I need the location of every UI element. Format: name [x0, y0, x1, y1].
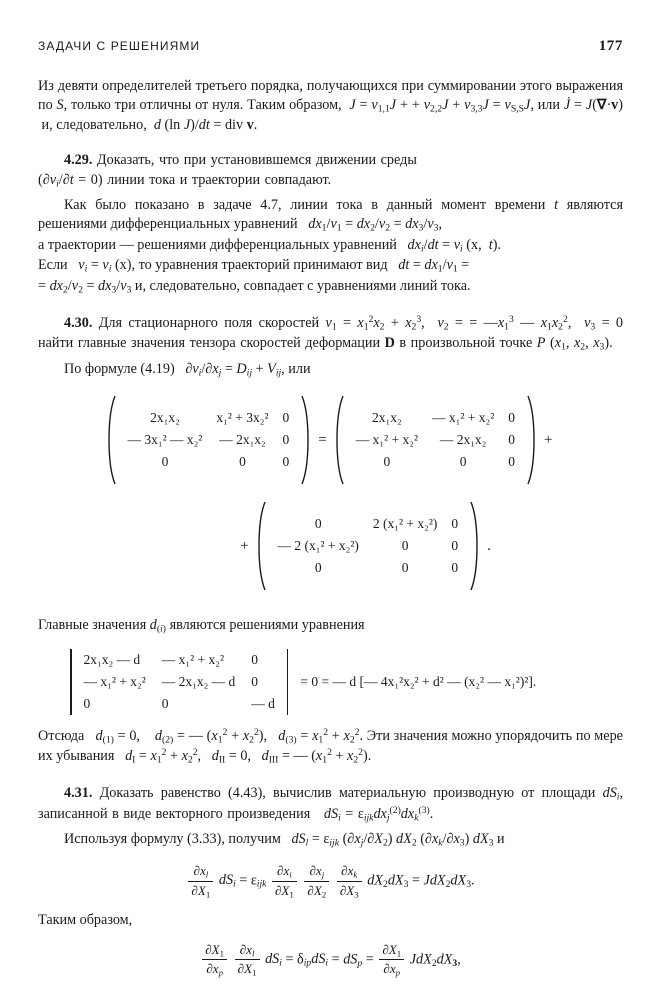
- matrix-3: [254, 500, 483, 592]
- eigenvalues-intro-a: Главные значения: [38, 617, 147, 634]
- problem-4-30-text-b: найти главные значения тензора скоростей деформации: [38, 335, 381, 352]
- fraction-dxk-dX3: $\frac{\partial x_k}{\partial X_3}$: [337, 863, 362, 899]
- solution-4-29-text-3b: , то уравнения траекторий принимают вид: [131, 257, 388, 274]
- solution-4-29-line1: Как было показано в задаче 4.7, линии тока в данный момент времени t являются решениями дифференциальных уравнений $dx_1/v_1 = dx_2/v_2 = dx_3/v_3$,: [38, 197, 624, 234]
- determinant-cell: 0: [161, 695, 169, 711]
- eigenvalues-result-b: Эти значения можно упорядочить по мере их убывания: [38, 727, 623, 765]
- page-header: [38, 38, 623, 55]
- matrix-1-cell: x₁² + 3x₂²: [216, 410, 269, 426]
- paragraph-intro-or: или: [537, 96, 560, 113]
- matrix-3-cell: — 2 (x₁² + x₂²): [277, 538, 359, 554]
- matrix-1-cell: — 2x₁x₂: [219, 432, 266, 448]
- eigenvalues-result: Отсюда $d_{(1)} = 0$, $d_{(2)}$ = — $(x_1^2 + x_2^2)$, $d_{(3)} = x_1^2 + x_2^2$. Эти значения можно упорядочить по мере их убывания $d_I = x_1^2 + x_2^2$, $d_{II} = 0$, $d_{III}$ = — $(x_1^2 + x_2^2)$.: [38, 727, 623, 767]
- matrix-3-cell: 0: [451, 516, 459, 532]
- problem-4-29: 4.29. Доказать, что при установившемся движении среды $(\partial v_i/\partial t = 0)$ линии тока и траектории совпадают.: [38, 152, 417, 190]
- fraction-dX1-dxp-b: $\frac{\partial X_1}{\partial x_p}$: [379, 942, 404, 978]
- left-paren-icon: [104, 394, 117, 486]
- solution-4-31-intro: [38, 830, 623, 851]
- problem-4-31-text-b: , записанной в виде векторного произведения: [38, 785, 624, 822]
- solution-4-29-text-1: Как было показано в задаче 4.7, линии тока в данный момент времени: [64, 197, 546, 214]
- paragraph-intro: Из девяти определителей третьего порядка, получающихся при суммировании этого выражения по S, только три отличны от нуля. Таким образом, $J = v_{1,1}J$ + + $v_{2,2}J + v_{3,3}J = v_{S,S}J$, или J̇ = J(∇·v) и, следовательно, d (ln J)/dt = div v.: [38, 78, 623, 134]
- matrix-1-cell: 0: [282, 432, 290, 448]
- tensor-D-symbol: D: [384, 335, 395, 352]
- problem-4-30-text-a: Для стационарного поля скоростей: [98, 315, 320, 332]
- right-paren-icon: [469, 500, 482, 592]
- fraction-dxl-dX1-b: $\frac{\partial x_l}{\partial X_1}$: [235, 942, 260, 978]
- determinant-cell: 2x₁x₂ — d: [83, 651, 141, 667]
- matrix-2-cell: 0: [383, 454, 391, 470]
- matrix-2-cell: 0: [508, 454, 515, 470]
- matrix-3-cell: 0: [401, 560, 409, 576]
- determinant-cell: — x₁² + x₂²: [83, 673, 146, 689]
- solution-4-30-intro-or: , или: [281, 360, 311, 377]
- fraction-dxj-dX2: $\frac{\partial x_j}{\partial X_2}$: [304, 863, 329, 899]
- solution-4-30-formula-ref: По формуле (4.19): [64, 360, 175, 377]
- solution-4-29-text-3a: Если: [38, 257, 68, 274]
- solution-4-30-intro-line: По формуле (4.19) $\partial v_i/\partial x_j = D_{ij} + V_{ij}$, или: [64, 360, 311, 379]
- matrix-equation-row1: [38, 394, 623, 486]
- page-number: 177: [598, 38, 623, 54]
- determinant-equation: [38, 649, 623, 715]
- left-paren-icon: [254, 500, 267, 592]
- solution-4-30-intro: [38, 360, 623, 381]
- matrix-1-cell: 0: [161, 454, 169, 470]
- right-paren-icon: [300, 394, 313, 486]
- problem-4-30-text-c: в произвольной точке: [399, 335, 533, 352]
- determinant-cell: 0: [251, 651, 259, 667]
- paragraph-intro-text-d: и, следовательно,: [41, 117, 147, 134]
- matrix-1-cell: 0: [282, 454, 290, 470]
- determinant-rhs: = 0 = — d [— 4x₁²x₂² + d² — (x₂² — x₁²)²].: [300, 673, 537, 689]
- matrix-3-cell: 0: [451, 560, 459, 576]
- determinant-cell: 0: [83, 695, 91, 711]
- matrix-2: [332, 394, 539, 486]
- problem-4-29-text-b: линии тока и траектории совпадают.: [107, 171, 332, 188]
- matrix-equation-row2: [38, 500, 623, 592]
- matrix-2-cell: 0: [508, 432, 515, 448]
- matrix-1: [104, 394, 314, 486]
- matrix-2-cell: 2x₁x₂: [372, 410, 402, 426]
- solution-4-29-line3: Если $v_i = v_i$ (x), то уравнения траекторий принимают вид dt = $dx_1/v_1$ =: [38, 257, 470, 276]
- final-paragraph-text: Таким образом,: [38, 911, 133, 928]
- solution-4-29-text-4: и, следовательно, совпадает с уравнениями линий тока.: [134, 277, 471, 294]
- right-paren-icon: [526, 394, 539, 486]
- matrix-3-cell: 0: [314, 560, 322, 576]
- matrix-2-cell: — 2x₁x₂: [439, 432, 487, 448]
- matrix-2-cell: — x₁² + x₂²: [432, 410, 495, 426]
- matrix-3-cell: 0: [314, 516, 322, 532]
- matrix-3-cell: 0: [401, 538, 409, 554]
- eigenvalues-intro-b: являются решениями уравнения: [169, 617, 365, 634]
- plus-sign: +: [544, 431, 553, 448]
- problem-4-31-number: 4.31.: [64, 785, 93, 802]
- matrix-2-cell: — x₁² + x₂²: [355, 432, 418, 448]
- matrix-1-cell: 0: [282, 410, 290, 426]
- solution-4-29: [38, 196, 623, 297]
- solution-4-29-text-2: а траектории — решениями дифференциальных уравнений: [38, 236, 397, 253]
- matrix-1-cell: 0: [239, 454, 246, 470]
- eigenvalues-intro: Главные значения $d_{(i)}$ являются решениями уравнения: [38, 617, 365, 636]
- matrix-3-cell: 0: [451, 538, 459, 554]
- left-paren-icon: [332, 394, 345, 486]
- solution-4-31-formula-ref: Используя формулу (3.33), получим: [64, 831, 281, 848]
- problem-4-31-text-a: Доказать равенство (4.43), вычислив материальную производную от площади: [99, 785, 596, 802]
- matrix-3-cell: 2 (x₁² + x₂²): [372, 516, 438, 532]
- determinant-cell: — x₁² + x₂²: [161, 651, 224, 667]
- running-head: ЗАДАЧИ С РЕШЕНИЯМИ: [38, 39, 201, 53]
- fraction-dxl-dX1: $\frac{\partial x_l}{\partial X_1}$: [188, 863, 213, 899]
- equals-sign: =: [318, 431, 327, 448]
- paragraph-intro-div: div: [224, 117, 244, 134]
- equation-final: $\frac{\partial X_1}{\partial x_p}$ $\frac{\partial x_l}{\partial X_1}$ $dS_i = \delta_{ip}dS_i = dS_p$ = $\frac{\partial X_1}{\partial x_p}$ $JdX_2dX_3$,: [38, 942, 623, 978]
- plus-sign-2: +: [240, 537, 249, 554]
- problem-4-29-text-a: Доказать, что при установившемся движении среды: [96, 152, 417, 169]
- solution-4-29-line2: а траектории — решениями дифференциальных уравнений $dx_i/dt = v_i$ (x, t).: [38, 236, 501, 255]
- equation-dSi: $\frac{\partial x_l}{\partial X_1}$ $dS_i = \varepsilon_{ijk}$ $\frac{\partial x_i}{\partial X_1}$ $\frac{\partial x_j}{\partial X_2}$ $\frac{\partial x_k}{\partial X_3}$ $dX_2dX_3 = JdX_2dX_3$.: [38, 863, 623, 899]
- problem-4-30: 4.30. Для стационарного поля скоростей $v_1 = x_1^2x_2 + x_2^3$, $v_2$ = = $—x_1^3$ — $x_1x_2^2$, $v_3 = 0$ найти главные значения тензора скоростей деформации D в произвольной точке P ($x_1$, $x_2$, $x_3$).: [38, 314, 624, 353]
- determinant-right-bar: [287, 649, 289, 715]
- final-paragraph: [38, 911, 623, 930]
- problem-4-31: 4.31. Доказать равенство (4.43), вычислив материальную производную от площади $dS_i$, записанной в виде векторного произведения $dS_i = \varepsilon_{ijk}dx_j^{(2)}dx_k^{(3)}$.: [38, 785, 624, 824]
- determinant-cell: — 2x₁x₂ — d: [161, 673, 236, 689]
- eigenvalues-result-a: Отсюда: [38, 727, 85, 744]
- paragraph-intro-text-a: Из девяти определителей третьего порядка, получающихся при суммировании этого выражения по: [38, 78, 623, 113]
- determinant-left-bar: [70, 649, 72, 715]
- determinant-cell: — d: [251, 695, 275, 711]
- solution-4-31-intro-line: Используя формулу (3.33), получим $dS_l = \varepsilon_{ijk}$ $(\partial x_j/\partial X_2)$ $dX_2$ $(\partial x_k/\partial x_3)$ $dX_3$ и: [64, 831, 505, 850]
- page-content: [38, 38, 623, 990]
- problem-4-29-number: 4.29.: [64, 152, 93, 169]
- matrix-1-cell: — 3x₁² — x₂²: [127, 432, 203, 448]
- determinant-cell: 0: [251, 673, 259, 689]
- matrix-2-cell: 0: [508, 410, 515, 426]
- solution-4-29-line4: = $dx_2/v_2 = dx_3/v_3$ и, следовательно, совпадает с уравнениями линий тока.: [38, 277, 471, 296]
- matrix-2-cell: 0: [459, 454, 467, 470]
- fraction-dX1-dxp: $\frac{\partial X_1}{\partial x_p}$: [202, 942, 227, 978]
- fraction-dxi-dX1: $\frac{\partial x_i}{\partial X_1}$: [272, 863, 297, 899]
- period-sign: .: [487, 537, 491, 554]
- problem-4-30-number: 4.30.: [64, 315, 93, 332]
- paragraph-intro-text-b: , только три отличны от нуля. Таким образом,: [63, 96, 346, 113]
- symbol-S: S: [56, 96, 64, 113]
- matrix-1-cell: 2x₁x₂: [150, 410, 180, 426]
